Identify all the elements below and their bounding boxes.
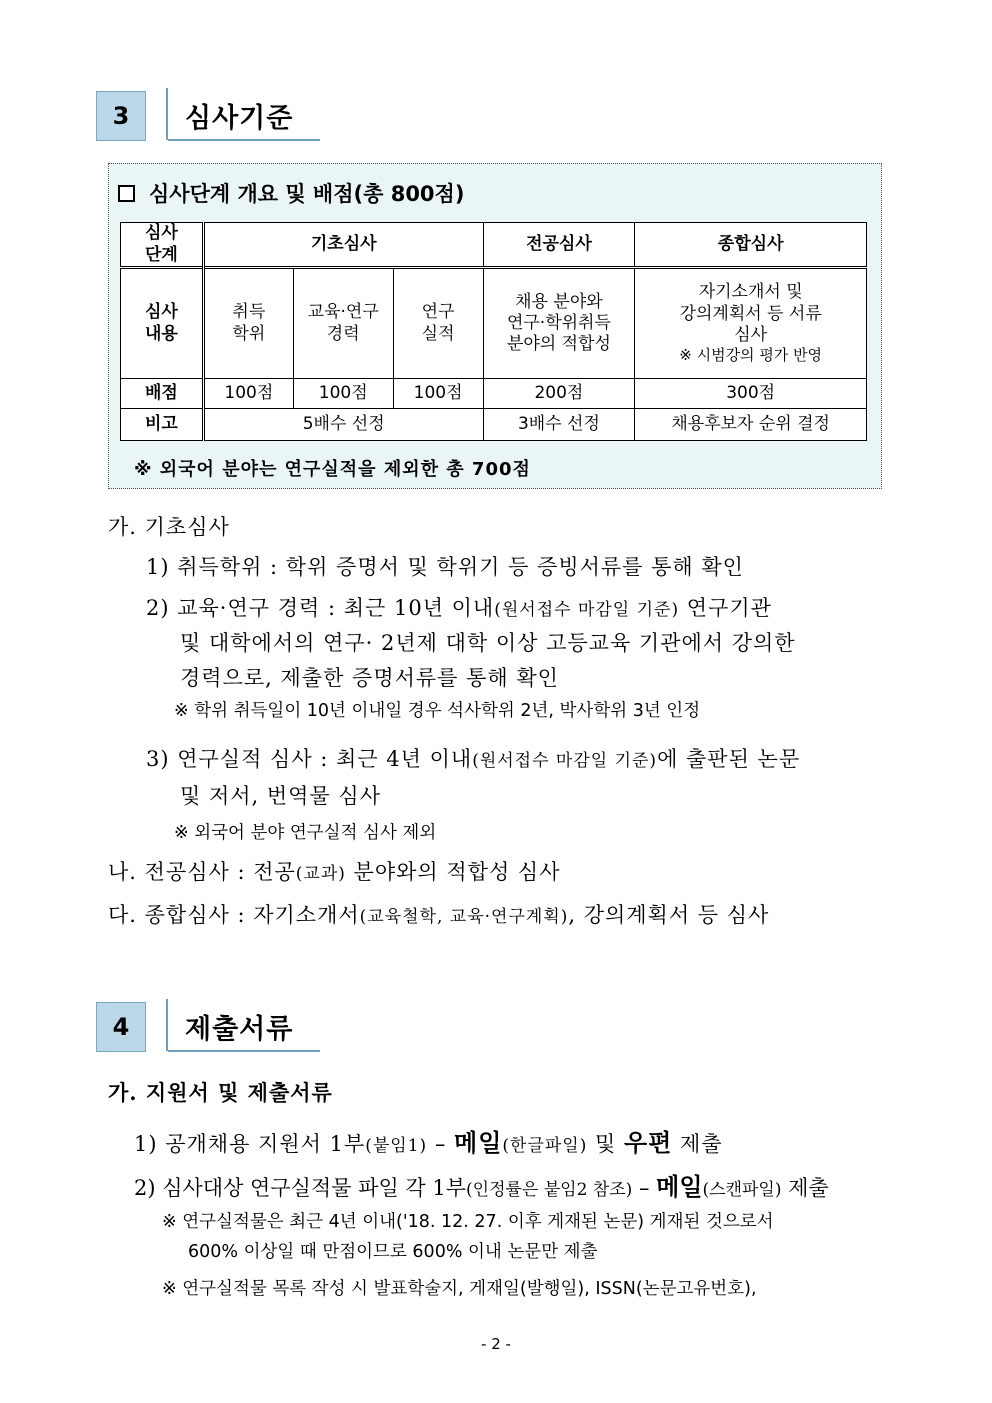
score-cell: 100점: [293, 379, 393, 409]
score-label-cell: 배점: [121, 379, 204, 409]
remark-cell: 채용후보자 순위 결정: [635, 409, 867, 441]
body3-na: [108, 856, 561, 886]
score-cell: 300점: [635, 379, 867, 409]
section-4-divider: [166, 999, 168, 1051]
body3-na-text-b: 분야와의 적합성 심사: [345, 860, 561, 884]
summary-box-note: ※ 외국어 분야는 연구실적을 제외한 총 700점: [134, 459, 531, 480]
stage-overall-cell: 종합심사: [635, 223, 867, 268]
body3-item3: [146, 743, 800, 773]
body3-item2-line2: 및 대학에서의 연구· 2년제 대학 이상 고등교육 기관에서 강의한: [180, 631, 796, 655]
body4-item2-paren: (인정률은 붙임2 참조): [466, 1180, 633, 1200]
remark-label-cell: 비고: [121, 409, 204, 441]
body3-na-paren: (교과): [295, 864, 346, 884]
section-3-divider: [166, 88, 168, 140]
section-4-underline: [168, 1050, 320, 1052]
body4-item1-text: 1) 공개채용 지원서 1부: [134, 1132, 366, 1156]
body4-item2-text: 2) 심사대상 연구실적물 파일 각 1부: [134, 1176, 467, 1200]
body3-da-text-b: , 강의계획서 등 심사: [568, 903, 770, 927]
section-4-number: 4: [96, 1002, 146, 1052]
body4-item2-paren2: (스캔파일): [702, 1180, 782, 1200]
body4-item2-mail: 메일: [656, 1172, 703, 1201]
content-overall-note: ※ 시범강의 평가 반영: [679, 346, 823, 364]
score-cell: 100점: [203, 379, 293, 409]
page-number: - 2 -: [481, 1335, 511, 1353]
body3-item3-text: 3) 연구실적 심사 : 최근 4년 이내: [146, 747, 473, 771]
body3-item2: [146, 592, 772, 622]
body4-item2: [134, 1167, 829, 1202]
body4-item2-dash: –: [632, 1176, 657, 1200]
body4-item1-paren: (붙임1): [365, 1136, 428, 1156]
body3-item2-text-b: 연구기관: [679, 596, 772, 620]
body4-item1-mail: 메일: [454, 1128, 503, 1157]
body4-item1: [134, 1123, 723, 1158]
stage-basic-cell: 기초심사: [203, 223, 483, 268]
section-3-number: 3: [96, 91, 146, 141]
table-row: [121, 223, 867, 268]
content-label-cell: 심사 내용: [121, 268, 204, 379]
body4-item1-post: 우편: [624, 1128, 673, 1157]
body3-da: [108, 899, 769, 929]
body4-item1-dash: –: [427, 1132, 455, 1156]
body3-item3-line2: 및 저서, 번역물 심사: [180, 784, 381, 808]
table-row: [121, 268, 867, 379]
summary-box-title: [118, 178, 464, 208]
score-cell: 200점: [483, 379, 635, 409]
body3-item3-note: ※ 외국어 분야 연구실적 심사 제외: [174, 823, 437, 843]
remark-cell: 3배수 선정: [483, 409, 635, 441]
body4-item2-end: 제출: [781, 1176, 829, 1200]
score-table: [120, 222, 867, 441]
table-row: [121, 409, 867, 441]
checkbox-icon: [118, 185, 135, 202]
body3-da-text: 다. 종합심사 : 자기소개서: [108, 903, 360, 927]
body3-item2-note: ※ 학위 취득일이 10년 이내일 경우 석사학위 2년, 박사학위 3년 인정: [174, 701, 701, 721]
stage-major-cell: 전공심사: [483, 223, 635, 268]
body3-na-text: 나. 전공심사 : 전공: [108, 860, 296, 884]
section-3-underline: [168, 139, 320, 141]
body3-item1: 1) 취득학위 : 학위 증명서 및 학위기 등 증빙서류를 통해 확인: [146, 555, 744, 579]
body4-item1-end: 제출: [672, 1132, 723, 1156]
summary-box-title-text: 심사단계 개요 및 배점(총 800점): [149, 182, 465, 206]
score-cell: 100점: [393, 379, 483, 409]
body3-item2-paren: (원서접수 마감일 기준): [494, 600, 680, 620]
body3-item2-text: 2) 교육·연구 경력 : 최근 10년 이내: [146, 596, 495, 620]
table-row: [121, 379, 867, 409]
body3-da-paren: (교육철학, 교육·연구계획): [359, 907, 569, 927]
content-cell: 교육·연구 경력: [293, 268, 393, 379]
content-cell: 취득 학위: [203, 268, 293, 379]
body3-item3-text-b: 에 출판된 논문: [657, 747, 801, 771]
stage-label-cell: 심사 단계: [121, 223, 204, 268]
body4-note1-line1: ※ 연구실적물은 최근 4년 이내('18. 12. 27. 이후 게재된 논문) 게재된 것으로서: [162, 1212, 774, 1232]
section-3-title: 심사기준: [185, 103, 294, 134]
body4-item1-paren2: (한글파일): [502, 1136, 588, 1156]
body3-ga: 가. 기초심사: [108, 515, 230, 539]
remark-cell: 5배수 선정: [203, 409, 483, 441]
body4-item1-and: 및: [587, 1132, 624, 1156]
body3-item2-line3: 경력으로, 제출한 증명서류를 통해 확인: [180, 666, 559, 690]
body4-note1-line2: 600% 이상일 때 만점이므로 600% 이내 논문만 제출: [188, 1242, 598, 1262]
body4-ga: 가. 지원서 및 제출서류: [108, 1080, 333, 1105]
content-overall-text: 자기소개서 및 강의계획서 등 서류 심사: [679, 282, 822, 345]
body3-item3-paren: (원서접수 마감일 기준): [472, 751, 658, 771]
content-cell-overall: [635, 268, 867, 379]
body4-note2: ※ 연구실적물 목록 작성 시 발표학술지, 게재일(발행일), ISSN(논문고유번호),: [162, 1279, 757, 1299]
content-cell: 채용 분야와 연구·학위취득 분야의 적합성: [483, 268, 635, 379]
section-4-title: 제출서류: [185, 1014, 294, 1045]
content-cell: 연구 실적: [393, 268, 483, 379]
